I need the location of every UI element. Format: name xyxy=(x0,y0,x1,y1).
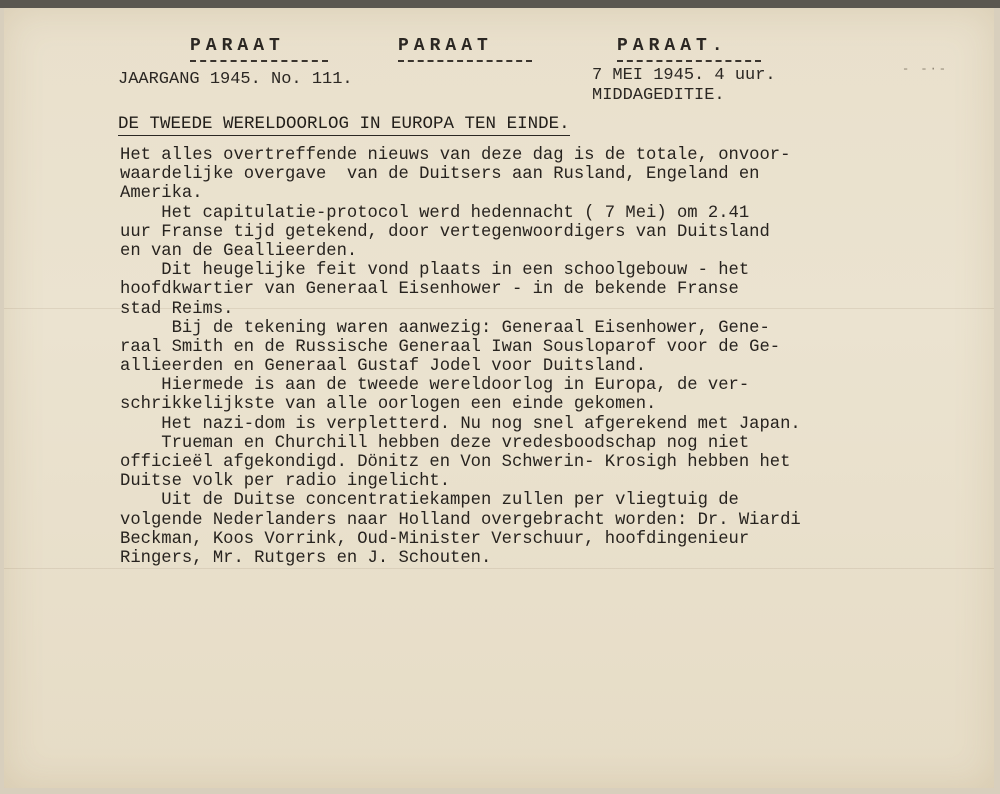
body-line: Bij de tekening waren aanwezig: Generaal Eisenhower, Gene- xyxy=(120,318,770,338)
body-line: Amerika. xyxy=(120,184,203,204)
masthead-underline xyxy=(617,60,761,62)
body-line: raal Smith en de Russische Generaal Iwan Sousloparof voor de Ge- xyxy=(120,337,781,357)
body-line: Duitse volk per radio ingelicht. xyxy=(120,472,451,492)
body-line: waardelijke overgave van de Duitsers aan Rusland, Engeland en xyxy=(120,165,760,185)
body-line: officieël afgekondigd. Dönitz en Von Schwerin- Krosigh hebben het xyxy=(120,453,791,472)
body-line: Het alles overtreffende nieuws van deze dag is de totale, onvoor- xyxy=(120,146,791,165)
body-line: allieerden en Generaal Gustaf Jodel voor Duitsland. xyxy=(120,357,647,377)
masthead-title-2: PARAAT xyxy=(398,36,493,56)
article-body xyxy=(120,146,940,568)
body-line: volgende Nederlanders naar Holland overgebracht worden: Dr. Wiardi xyxy=(120,510,801,530)
issue-number: JAARGANG 1945. No. 111. xyxy=(118,70,353,89)
masthead-underline xyxy=(398,60,532,62)
fold-line xyxy=(4,568,994,569)
body-line: en van de Geallieerden. xyxy=(120,241,358,261)
body-line: Beckman, Koos Vorrink, Oud-Minister Verschuur, hoofdingenieur xyxy=(120,529,750,549)
body-line: Het nazi-dom is verpletterd. Nu nog snel afgerekend met Japan. xyxy=(120,414,801,434)
body-line: hoofdkwartier van Generaal Eisenhower - in de bekende Franse xyxy=(120,280,739,300)
headline: DE TWEEDE WERELDOORLOG IN EUROPA TEN EINDE. xyxy=(118,114,570,134)
body-line: stad Reims. xyxy=(120,299,234,319)
body-line: Het capitulatie-protocol werd hedennacht ( 7 Mei) om 2.41 xyxy=(120,203,750,223)
body-line: Ringers, Mr. Rutgers en J. Schouten. xyxy=(120,548,492,568)
body-line: Hiermede is aan de tweede wereldoorlog in Europa, de ver- xyxy=(120,376,750,396)
body-line: Trueman en Churchill hebben deze vredesboodschap nog niet xyxy=(120,433,750,453)
issue-date: 7 MEI 1945. 4 uur. xyxy=(592,66,776,85)
body-line: uur Franse tijd getekend, door vertegenwoordigers van Duitsland xyxy=(120,222,770,242)
body-line: Dit heugelijke feit vond plaats in een schoolgebouw - het xyxy=(120,261,750,281)
body-line: Uit de Duitse concentratiekampen zullen per vliegtuig de xyxy=(120,491,739,511)
photo-top-edge xyxy=(0,0,1000,8)
masthead-title-3: PARAAT. xyxy=(617,36,728,56)
edition-label: MIDDAGEDITIE. xyxy=(592,86,725,105)
masthead-underline xyxy=(190,60,328,62)
masthead-title-1: PARAAT xyxy=(190,36,285,56)
stray-mark: - -·- xyxy=(901,62,948,76)
body-line: schrikkelijkste van alle oorlogen een einde gekomen. xyxy=(120,395,657,415)
